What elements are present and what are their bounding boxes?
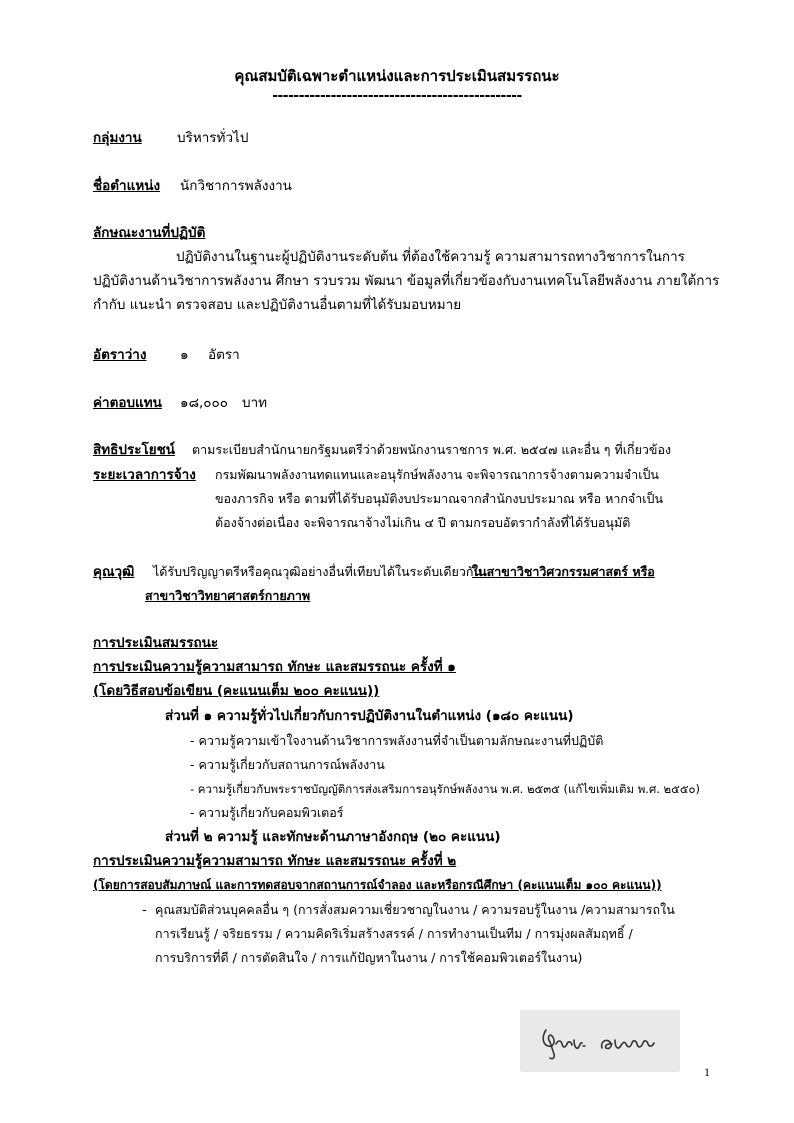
personal-line-3: การบริการที่ดี / การตัดสินใจ / การแก้ปัญหาในงาน / การใช้คอมพิวเตอร์ในงาน)	[155, 950, 583, 965]
employment-period-line-3: ต้องจ้างต่อเนื่อง จะพิจารณาจ้างไม่เกิน ๔ ปี ตามกรอบอัตรากำลังที่ได้รับอนุมัติ	[215, 515, 631, 530]
vacancy-unit: อัตรา	[208, 347, 240, 363]
employment-period-label: ระยะเวลาการจ้าง	[93, 467, 196, 483]
personal-line-1: คุณสมบัติส่วนบุคคลอื่น ๆ (การสั่งสมความเชี่ยวชาญในงาน / ความรอบรู้ในงาน /ความสามารถใน	[155, 902, 675, 917]
title-divider: -----------------------------------------------	[272, 88, 522, 104]
signature-image	[520, 1010, 680, 1072]
part1-title: ส่วนที่ ๑ ความรู้ทั่วไปเกี่ยวกับการปฏิบัติงานในตำแหน่ง (๑๘๐ คะแนน)	[165, 708, 574, 724]
round1-title: การประเมินความรู้ความสามารถ ทักษะ และสมรรถนะ ครั้งที่ ๑	[93, 659, 456, 675]
benefits-text: ตามระเบียบสำนักนายกรัฐมนตรีว่าด้วยพนักงานราชการ พ.ศ. ๒๕๔๗ และอื่น ๆ ที่เกี่ยวข้อง	[192, 442, 672, 457]
personal-line-2: การเรียนรู้ / จริยธรรม / ความคิดริเริ่มสร้างสรรค์ / การทำงานเป็นทีม / การมุ่งผลสัมฤทธิ์ /	[155, 926, 633, 941]
duties-label: ลักษณะงานที่ปฏิบัติ	[93, 225, 206, 241]
qualification-field-2: สาขาวิชาวิทยาศาสตร์กายภาพ	[145, 588, 311, 603]
group-label: กลุ่มงาน	[93, 130, 142, 146]
vacancy-count: ๑	[180, 347, 189, 363]
duties-line-3: กำกับ แนะนำ ตรวจสอบ และปฏิบัติงานอื่นตามที่ได้รับมอบหมาย	[93, 297, 462, 313]
signature-strokes	[520, 1010, 680, 1072]
part2-title: ส่วนที่ ๒ ความรู้ และทักษะด้านภาษาอังกฤษ (๒๐ คะแนน)	[165, 829, 501, 845]
page-number: 1	[704, 1065, 710, 1079]
duties-line-2: ปฏิบัติงานด้านวิชาการพลังงาน ศึกษา รวบรวม พัฒนา ข้อมูลที่เกี่ยวข้องกับงานเทคโนโลยีพลังงาน ภายใต้การ	[93, 273, 720, 289]
round2-method: (โดยการสอบสัมภาษณ์ และการทดสอบจากสถานการณ์จำลอง และหรือกรณีศึกษา (คะแนนเต็ม ๑๐๐ คะแนน))	[93, 878, 662, 892]
part1-item: - ความรู้เกี่ยวกับพระราชบัญญัติการส่งเสริมการอนุรักษ์พลังงาน พ.ศ. ๒๕๓๕ (แก้ไขเพิ่มเติม พ.ศ. ๒๕๕๐)	[190, 782, 701, 796]
part1-item: - ความรู้ความเข้าใจงานด้านวิชาการพลังงานที่จำเป็นตามลักษณะงานที่ปฏิบัติ	[190, 733, 604, 748]
duties-line-1: ปฏิบัติงานในฐานะผู้ปฏิบัติงานระดับต้น ที่ต้องใช้ความรู้ ความสามารถทางวิชาการในการ	[176, 249, 685, 265]
qualification-field-1: ในสาขาวิชาวิศวกรรมศาสตร์ หรือ	[472, 564, 655, 579]
round2-title: การประเมินความรู้ความสามารถ ทักษะ และสมรรถนะ ครั้งที่ ๒	[93, 853, 457, 869]
personal-bullet: -	[142, 902, 147, 918]
round1-method: (โดยวิธีสอบข้อเขียน (คะแนนเต็ม ๒๐๐ คะแนน))	[93, 683, 380, 699]
page-title: คุณสมบัติเฉพาะตำแหน่งและการประเมินสมรรถนะ	[234, 67, 560, 85]
employment-period-line-1: กรมพัฒนาพลังงานทดแทนและอนุรักษ์พลังงาน จะพิจารณาการจ้างตามความจำเป็น	[215, 467, 659, 482]
assessment-heading: การประเมินสมรรถนะ	[93, 635, 219, 651]
part1-item: - ความรู้เกี่ยวกับสถานการณ์พลังงาน	[190, 757, 385, 772]
part1-item: - ความรู้เกี่ยวกับคอมพิวเตอร์	[190, 805, 344, 820]
benefits-label: สิทธิประโยชน์	[93, 442, 176, 458]
group-value: บริหารทั่วไป	[177, 130, 249, 146]
employment-period-line-2: ของภารกิจ หรือ ตามที่ได้รับอนุมัติงบประมาณจากสำนักงบประมาณ หรือ หากจำเป็น	[215, 491, 664, 506]
position-value: นักวิชาการพลังงาน	[180, 178, 292, 194]
salary-amount: ๑๘,๐๐๐	[180, 395, 228, 411]
salary-label: ค่าตอบแทน	[93, 395, 162, 411]
salary-unit: บาท	[242, 395, 268, 411]
position-label: ชื่อตำแหน่ง	[93, 178, 161, 194]
qualification-text: ได้รับปริญญาตรีหรือคุณวุฒิอย่างอื่นที่เทียบได้ในระดับเดียวกัน	[153, 564, 482, 579]
vacancy-label: อัตราว่าง	[93, 347, 147, 363]
qualification-label: คุณวุฒิ	[93, 564, 135, 580]
